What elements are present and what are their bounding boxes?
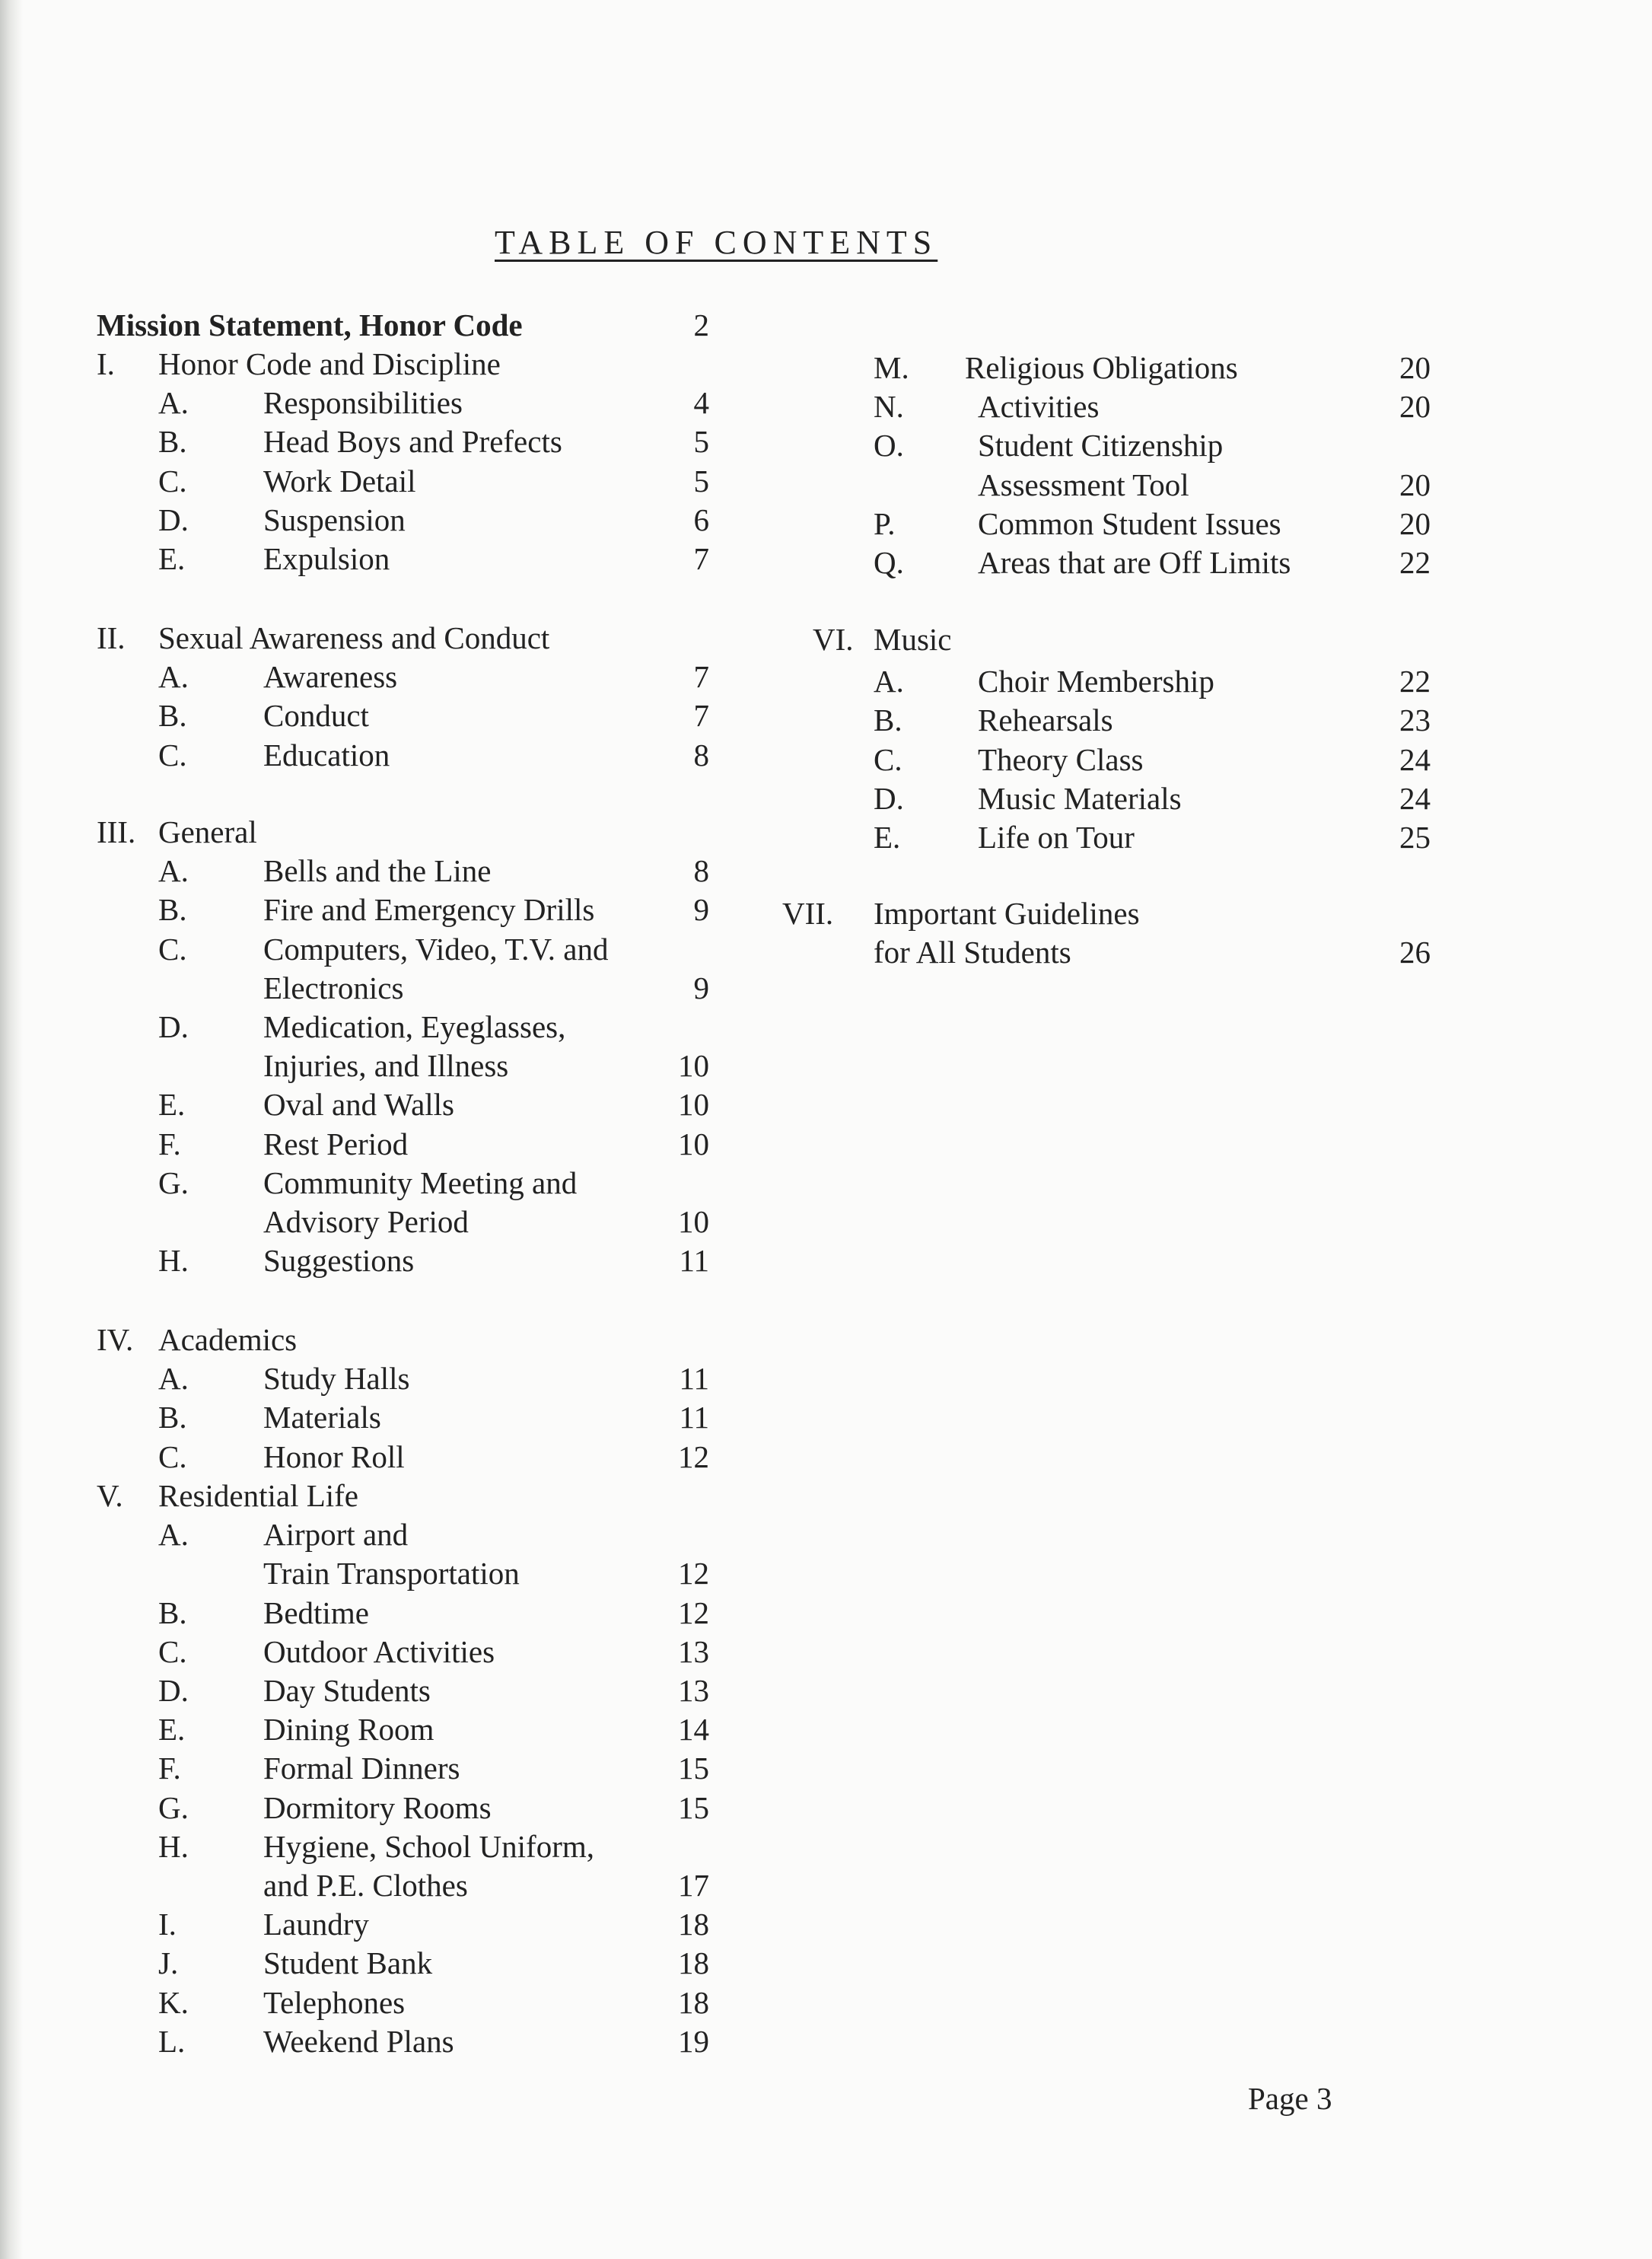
item-text: and P.E. Clothes [263, 1868, 468, 1903]
item-page: 14 [678, 1712, 709, 1748]
section-number: VII. [782, 896, 834, 931]
item-page: 15 [678, 1789, 709, 1825]
item-page: 18 [678, 1945, 709, 1981]
item-page: 8 [693, 853, 709, 889]
item-text: Common Student Issues [978, 505, 1281, 541]
item-text: Religious Obligations [965, 350, 1238, 385]
item-letter: C. [158, 737, 187, 773]
item-text: Assessment Tool [978, 467, 1189, 502]
item-text: Expulsion [263, 541, 390, 576]
item-page: 23 [1399, 703, 1431, 738]
item-letter: B. [874, 703, 902, 738]
section-title: Music [874, 622, 952, 657]
item-letter: C. [874, 741, 902, 777]
item-page: 7 [693, 659, 709, 695]
section-number: V. [97, 1478, 123, 1513]
item-letter: H. [158, 1243, 189, 1279]
item-letter: K. [158, 1984, 189, 2020]
item-letter: F. [158, 1751, 181, 1786]
item-page: 4 [693, 385, 709, 421]
item-letter: E. [874, 820, 901, 855]
item-letter: B. [158, 1400, 187, 1435]
item-page: 20 [1399, 389, 1431, 425]
item-page: 10 [678, 1126, 709, 1161]
section-title: Sexual Awareness and Conduct [158, 620, 550, 655]
item-letter: C. [158, 1439, 187, 1474]
item-text: Activities [978, 389, 1100, 425]
item-page: 22 [1399, 664, 1431, 699]
item-text: Weekend Plans [263, 2023, 454, 2059]
item-text: Fire and Emergency Drills [263, 892, 595, 928]
section-number: III. [97, 814, 136, 849]
item-letter: E. [158, 1712, 186, 1748]
item-page: 20 [1399, 350, 1431, 385]
item-letter: B. [158, 698, 187, 734]
item-page: 19 [678, 2023, 709, 2059]
section-title: for All Students [874, 935, 1071, 970]
section-number: IV. [97, 1322, 134, 1357]
item-text: Materials [263, 1400, 381, 1435]
section-title: Academics [158, 1322, 298, 1357]
item-text: Hygiene, School Uniform, [263, 1828, 594, 1864]
section-page: 26 [1399, 935, 1431, 970]
item-page: 17 [678, 1868, 709, 1903]
item-letter: B. [158, 424, 187, 460]
section-title: Residential Life [158, 1478, 358, 1513]
item-text: Bells and the Line [263, 853, 492, 889]
item-letter: O. [874, 428, 904, 464]
section-number: VI. [813, 622, 854, 657]
item-text: Electronics [263, 970, 404, 1005]
section-title: Honor Code and Discipline [158, 346, 501, 381]
item-page: 12 [678, 1595, 709, 1630]
item-letter: A. [874, 664, 904, 699]
item-text: Areas that are Off Limits [978, 545, 1291, 580]
item-page: 24 [1399, 780, 1431, 816]
item-text: Advisory Period [263, 1204, 469, 1239]
item-text: Computers, Video, T.V. and [263, 931, 609, 967]
item-text: Head Boys and Prefects [263, 424, 562, 460]
item-letter: C. [158, 463, 187, 499]
item-text: Dining Room [263, 1712, 434, 1748]
item-text: Student Citizenship [978, 428, 1224, 464]
item-text: Conduct [263, 698, 369, 734]
item-letter: G. [158, 1789, 189, 1825]
item-text: Rest Period [263, 1126, 409, 1161]
item-text: Theory Class [978, 741, 1144, 777]
item-text: Education [263, 737, 390, 773]
item-page: 15 [678, 1751, 709, 1786]
item-text: Choir Membership [978, 664, 1214, 699]
item-letter: P. [874, 505, 896, 541]
item-text: Student Bank [263, 1945, 433, 1981]
item-page: 5 [693, 424, 709, 460]
scan-edge-shadow [0, 0, 23, 2259]
item-letter: I. [158, 1907, 177, 1942]
item-page: 18 [678, 1984, 709, 2020]
item-letter: A. [158, 659, 189, 695]
item-text: Laundry [263, 1907, 369, 1942]
item-page: 8 [693, 737, 709, 773]
item-page: 11 [679, 1400, 709, 1435]
page-number: Page 3 [1248, 2081, 1332, 2116]
item-letter: G. [158, 1165, 189, 1200]
item-text: Dormitory Rooms [263, 1789, 492, 1825]
item-text: Formal Dinners [263, 1751, 460, 1786]
section-title: Important Guidelines [874, 896, 1140, 931]
item-page: 9 [693, 970, 709, 1005]
item-text: Injuries, and Illness [263, 1048, 509, 1084]
item-letter: C. [158, 1633, 187, 1669]
item-page: 13 [678, 1673, 709, 1708]
item-text: Rehearsals [978, 703, 1113, 738]
item-letter: D. [874, 780, 904, 816]
item-page: 7 [693, 541, 709, 576]
item-letter: J. [158, 1945, 179, 1981]
item-page: 9 [693, 892, 709, 928]
item-letter: M. [874, 350, 909, 385]
item-page: 7 [693, 698, 709, 734]
item-page: 6 [693, 502, 709, 537]
item-letter: E. [158, 1087, 186, 1123]
item-text: Suspension [263, 502, 406, 537]
item-letter: A. [158, 385, 189, 421]
item-text: Awareness [263, 659, 398, 695]
item-letter: A. [158, 1517, 189, 1553]
item-letter: C. [158, 931, 187, 967]
item-letter: A. [158, 853, 189, 889]
section-number: II. [97, 620, 126, 655]
item-letter: F. [158, 1126, 181, 1161]
mission-heading: Mission Statement, Honor Code [97, 307, 523, 343]
item-text: Outdoor Activities [263, 1633, 495, 1669]
item-text: Day Students [263, 1673, 431, 1708]
item-letter: N. [874, 389, 904, 425]
item-page: 24 [1399, 741, 1431, 777]
item-text: Study Halls [263, 1361, 410, 1397]
item-letter: D. [158, 1009, 189, 1044]
item-page: 20 [1399, 505, 1431, 541]
page-title: TABLE OF CONTENTS [495, 224, 938, 261]
section-title: General [158, 814, 257, 849]
item-text: Honor Roll [263, 1439, 405, 1474]
item-letter: H. [158, 1828, 189, 1864]
item-text: Medication, Eyeglasses, [263, 1009, 566, 1044]
item-text: Telephones [263, 1984, 406, 2020]
item-page: 13 [678, 1633, 709, 1669]
item-text: Bedtime [263, 1595, 369, 1630]
item-letter: Q. [874, 545, 904, 580]
item-text: Community Meeting and [263, 1165, 578, 1200]
item-page: 12 [678, 1556, 709, 1591]
item-text: Suggestions [263, 1243, 415, 1279]
item-page: 20 [1399, 467, 1431, 502]
item-page: 5 [693, 463, 709, 499]
item-text: Train Transportation [263, 1556, 520, 1591]
item-page: 25 [1399, 820, 1431, 855]
item-text: Music Materials [978, 780, 1182, 816]
item-page: 11 [679, 1243, 709, 1279]
item-letter: B. [158, 892, 187, 928]
item-page: 10 [678, 1087, 709, 1123]
item-letter: E. [158, 541, 186, 576]
item-letter: D. [158, 502, 189, 537]
item-text: Work Detail [263, 463, 416, 499]
item-text: Life on Tour [978, 820, 1135, 855]
item-letter: D. [158, 1673, 189, 1708]
item-page: 11 [679, 1361, 709, 1397]
mission-page: 2 [693, 307, 709, 343]
item-letter: B. [158, 1595, 187, 1630]
item-page: 10 [678, 1204, 709, 1239]
item-letter: L. [158, 2023, 186, 2059]
item-text: Responsibilities [263, 385, 463, 421]
item-text: Airport and [263, 1517, 409, 1553]
section-number: I. [97, 346, 115, 381]
item-page: 18 [678, 1907, 709, 1942]
item-page: 10 [678, 1048, 709, 1084]
item-text: Oval and Walls [263, 1087, 455, 1123]
item-letter: A. [158, 1361, 189, 1397]
item-page: 12 [678, 1439, 709, 1474]
item-page: 22 [1399, 545, 1431, 580]
